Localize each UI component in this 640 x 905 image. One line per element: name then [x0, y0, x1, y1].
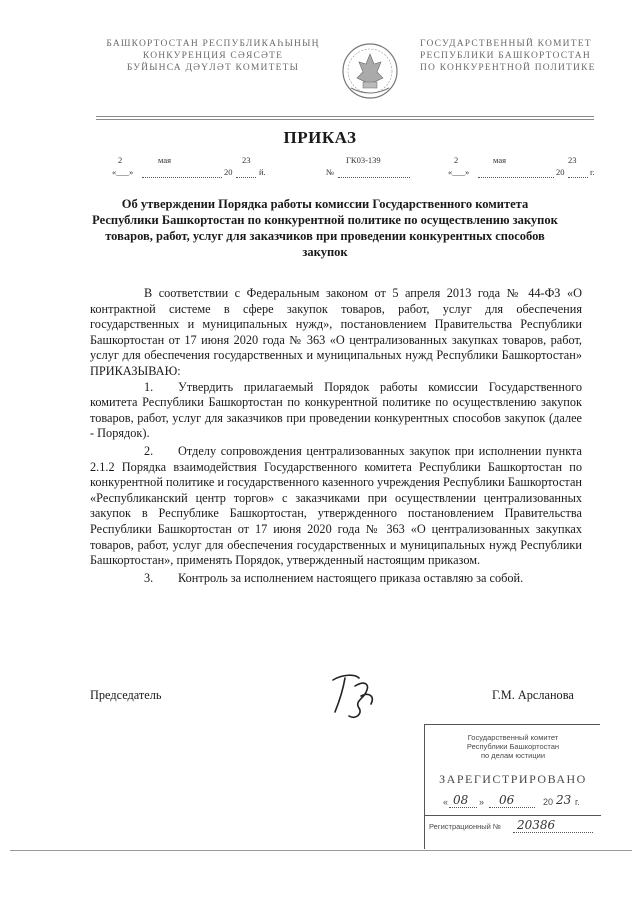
stamp-org-line: Государственный комитет [467, 733, 559, 742]
stamp-org-line: Республики Башкортостан [466, 742, 560, 751]
item-text: Утвердить прилагаемый Порядок работы комиссии Государственного комитета Республики Башкортостан по конкурентной политике по осуществлению закупок товаров, работ, услуг для заказчиков при проведении конкурентных способов закупок (далее - Порядок). [90, 379, 582, 441]
stamp-year-prefix: 20 [543, 797, 554, 807]
body-item-1 [90, 380, 582, 442]
item-text: Отделу сопровождения централизованных закупок при исполнении пункта 2.1.2 Порядка взаимодействия Государственного комитета Республики Башкортостан по конкурентной политике и государственного казенного учреждения Республики Башкортостан «Республиканский центр торгов» с заказчиками при осуществлении централизованных закупок в Республике Башкортостан, утвержденного постановлением Правительства Республики Башкортостан от 17 июня 2020 года № 363 «О централизованных закупках товаров, работ, услуг для обеспечения государственных и муниципальных нужд Республики Башкортостан», применять Порядок, утвержденный настоящим приказом. [90, 443, 582, 568]
number-label: № [326, 167, 335, 177]
body-item-3 [90, 571, 582, 587]
stamp-year-suffix: г. [575, 797, 580, 807]
header-right-line: ПО КОНКУРЕНТНОЙ ПОЛИТИКЕ [420, 63, 596, 73]
left-month: мая [158, 155, 172, 165]
signer-name: Г.М. Арсланова [492, 688, 574, 702]
right-quote: «___» [448, 167, 470, 177]
right-day: 2 [454, 155, 459, 165]
item-number: 1. [144, 379, 154, 394]
stamp-org [425, 733, 601, 760]
left-year: 23 [242, 155, 251, 165]
header-left-line: БУЙЫНСА ДӘҮЛӘТ КОМИТЕТЫ [126, 63, 300, 73]
number-line [338, 177, 410, 178]
header-left-line: БАШКОРТОСТАН РЕСПУБЛИКАҺЫНЫҢ [106, 39, 320, 49]
left-year-line [236, 177, 256, 178]
order-number: ГК03-139 [346, 155, 381, 165]
document-title: Об утверждении Порядка работы комиссии Государственного комитета Республики Башкортостан по конкурентной политике по осуществлению закупок товаров, работ, услуг для заказчиков при проведении конкурентных способов закупок [92, 197, 558, 259]
left-day: 2 [118, 155, 123, 165]
stamp-registered: ЗАРЕГИСТРИРОВАНО [439, 772, 587, 786]
right-suffix: г. [590, 167, 595, 177]
right-year: 23 [568, 155, 577, 165]
stamp-reg-label: Регистрационный № [429, 822, 501, 831]
stamp-month: 06 [499, 793, 515, 807]
header-rule-bottom [96, 119, 594, 120]
right-year-line [568, 177, 588, 178]
item-number: 3. [144, 570, 154, 585]
item-text: Контроль за исполнением настоящего приказа оставляю за собой. [178, 570, 524, 585]
signer-position: Председатель [90, 688, 162, 702]
emblem-icon [337, 40, 403, 102]
body-preamble: В соответствии с Федеральным законом от 5 апреля 2013 года № 44-ФЗ «О контрактной системе в сфере закупок товаров, работ, услуг для обеспечения государственных и муниципальных нужд», постановлением Правительства Республики Башкортостан от 17 июня 2020 года № 363 «О централизованных закупках товаров, работ, услуг для обеспечения государственных и муниципальных нужд Республики Башкортостан» ПРИКАЗЫВАЮ: [90, 286, 582, 378]
header-rule-top [96, 116, 594, 117]
handwritten-signature [325, 666, 383, 726]
left-suffix: й. [259, 167, 266, 177]
stamp-org-line: по делам юстиции [480, 751, 546, 760]
stamp-reg-row [429, 818, 599, 832]
order-date-row [0, 155, 640, 185]
header-left-block [96, 38, 330, 74]
left-century: 20 [224, 167, 233, 177]
document-body [90, 286, 582, 586]
left-month-line [142, 177, 222, 178]
right-month: мая [493, 155, 507, 165]
right-century: 20 [556, 167, 565, 177]
body-item-2 [90, 444, 582, 569]
order-heading: ПРИКАЗ [283, 128, 357, 147]
header-right-block [420, 38, 600, 74]
page-bottom-rule [10, 850, 632, 851]
stamp-day: 08 [453, 793, 469, 807]
left-quote: «___» [112, 167, 134, 177]
stamp-divider [425, 815, 601, 816]
stamp-reg-number: 20386 [517, 818, 556, 832]
registration-stamp: Государственный комитет Республики Башкортостан по делам юстиции ЗАРЕГИСТРИРОВАНО « 08 » 06 20 23 г. Регистрационный № 20386 [424, 724, 600, 849]
header-right-line: ГОСУДАРСТВЕННЫЙ КОМИТЕТ [420, 39, 592, 49]
header-left-line: КОНКУРЕНЦИЯ СӘЯСӘТЕ [142, 51, 284, 61]
header-right-line: РЕСПУБЛИКИ БАШКОРТОСТАН [420, 51, 591, 61]
stamp-year: 23 [556, 793, 572, 807]
item-number: 2. [144, 443, 154, 458]
right-month-line [478, 177, 554, 178]
